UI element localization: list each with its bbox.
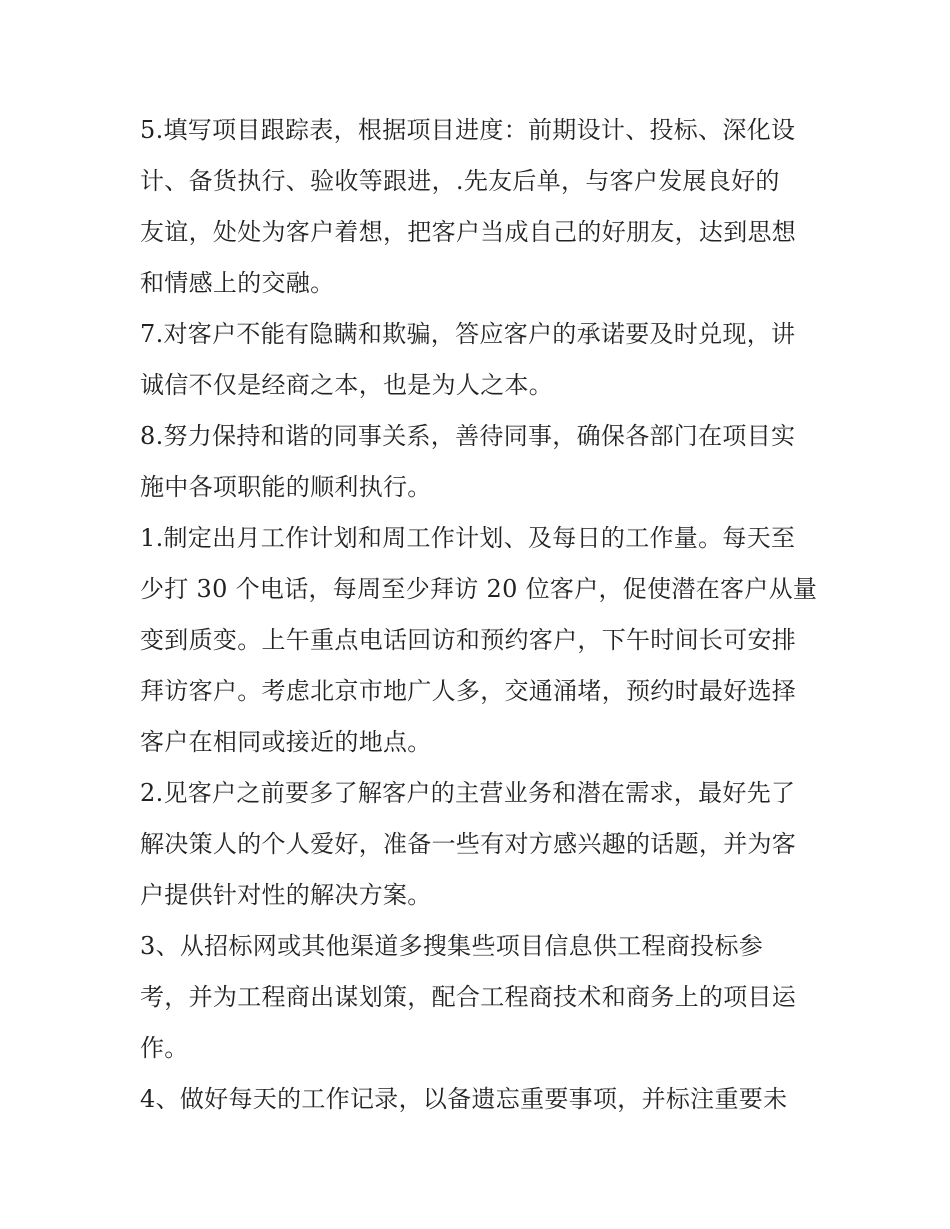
text-line: 诚信不仅是经商之本，也是为人之本。 xyxy=(140,371,554,399)
text-line: 友谊，处处为客户着想，把客户当成自己的好朋友，达到思想 xyxy=(140,218,797,246)
text-line: 5.填写项目跟踪表，根据项目进度：前期设计、投标、深化设 xyxy=(140,116,796,144)
document-body xyxy=(140,105,820,1125)
text-line: 拜访客户。考虑北京市地广人多，交通涌堵，预约时最好选择 xyxy=(140,677,797,705)
text-line: 8.努力保持和谐的同事关系，善待同事，确保各部门在项目实 xyxy=(140,422,796,450)
text-line: 1.制定出月工作计划和周工作计划、及每日的工作量。每天至 xyxy=(140,524,796,552)
text-line: 7.对客户不能有隐瞒和欺骗，答应客户的承诺要及时兑现，讲 xyxy=(140,320,796,348)
text-line: 作。 xyxy=(140,1034,189,1062)
text-line: 考，并为工程商出谋划策，配合工程商技术和商务上的项目运 xyxy=(140,983,797,1011)
text-line: 3、从招标网或其他渠道多搜集些项目信息供工程商投标参 xyxy=(140,932,764,960)
text-line: 户提供针对性的解决方案。 xyxy=(140,881,432,909)
text-line: 变到质变。上午重点电话回访和预约客户，下午时间长可安排 xyxy=(140,626,797,654)
text-line: 少打 30 个电话，每周至少拜访 20 位客户，促使潜在客户从量 xyxy=(140,575,818,603)
text-line: 计、备货执行、验收等跟进，.先友后单，与客户发展良好的 xyxy=(140,167,780,195)
text-line: 解决策人的个人爱好，准备一些有对方感兴趣的话题，并为客 xyxy=(140,830,797,858)
text-line: 4、做好每天的工作记录，以备遗忘重要事项，并标注重要未 xyxy=(140,1085,788,1113)
text-line: 施中各项职能的顺利执行。 xyxy=(140,473,432,501)
text-line: 客户在相同或接近的地点。 xyxy=(140,728,432,756)
text-line: 和情感上的交融。 xyxy=(140,269,335,297)
text-line: 2.见客户之前要多了解客户的主营业务和潜在需求，最好先了 xyxy=(140,779,796,807)
